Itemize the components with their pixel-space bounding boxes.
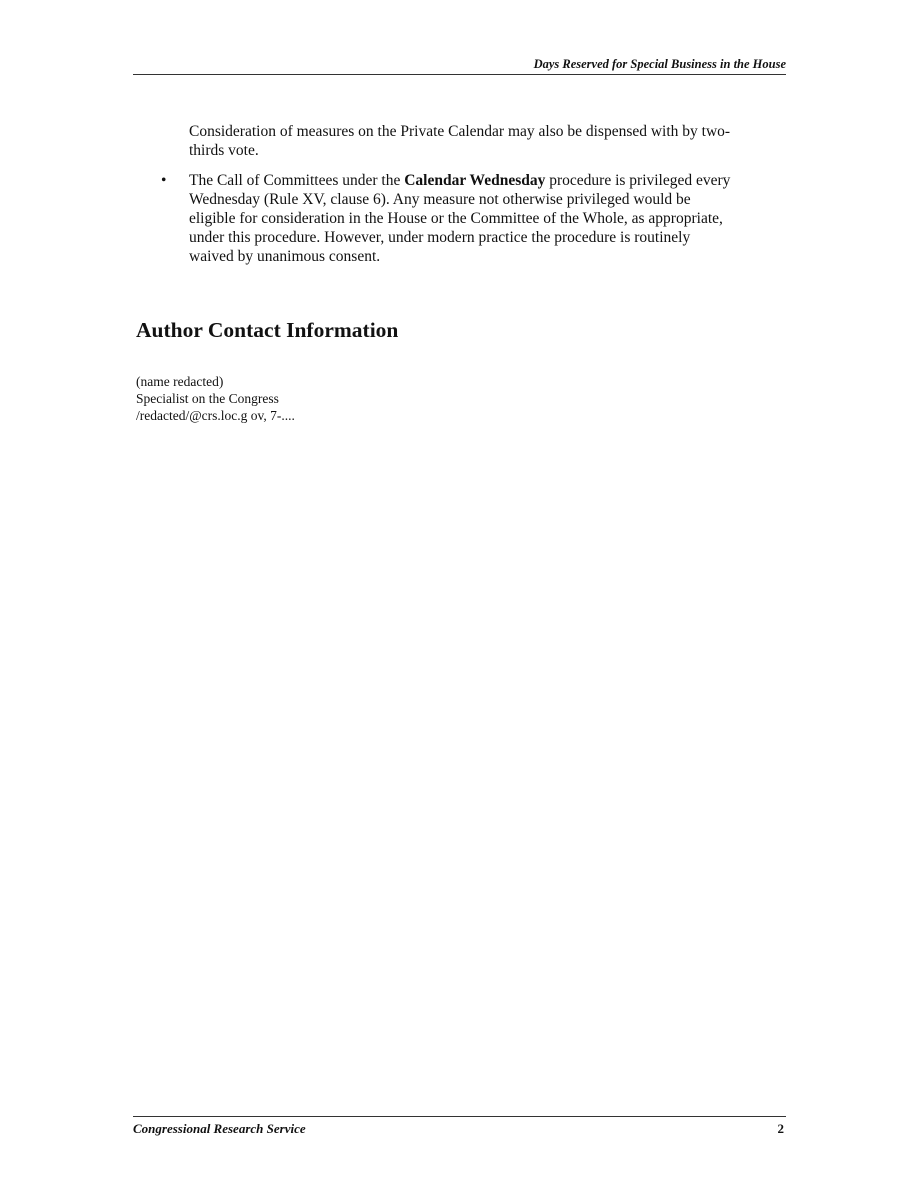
author-contact-block <box>136 373 295 424</box>
author-title: Specialist on the Congress <box>136 391 279 406</box>
bullet-text-before: The Call of Committees under the <box>189 172 405 189</box>
footer-org: Congressional Research Service <box>133 1121 306 1136</box>
contact-heading: Author Contact Information <box>136 318 399 342</box>
running-header <box>133 55 786 75</box>
page-footer <box>133 1116 786 1137</box>
page-number: 2 <box>777 1121 784 1136</box>
bullet-text-after: procedure is privileged every Wednesday (Rule XV, clause 6). Any measure not otherwise privileged would be eligible for consideration in the House or the Committee of the Whole, as appropriate, under this procedure. However, under modern practice the procedure is routinely waived by unanimous consent. <box>189 172 731 265</box>
author-email: /redacted/@crs.loc.g ov, 7-.... <box>136 408 295 423</box>
author-name: (name redacted) <box>136 374 224 389</box>
header-title: Days Reserved for Special Business in the House <box>533 57 786 71</box>
bullet-bold-term: Calendar Wednesday <box>404 172 546 189</box>
bullet-symbol: • <box>161 172 167 189</box>
bullet-text <box>189 171 734 266</box>
continuation-paragraph: Consideration of measures on the Private Calendar may also be dispensed with by two-thirds vote. <box>189 123 731 159</box>
